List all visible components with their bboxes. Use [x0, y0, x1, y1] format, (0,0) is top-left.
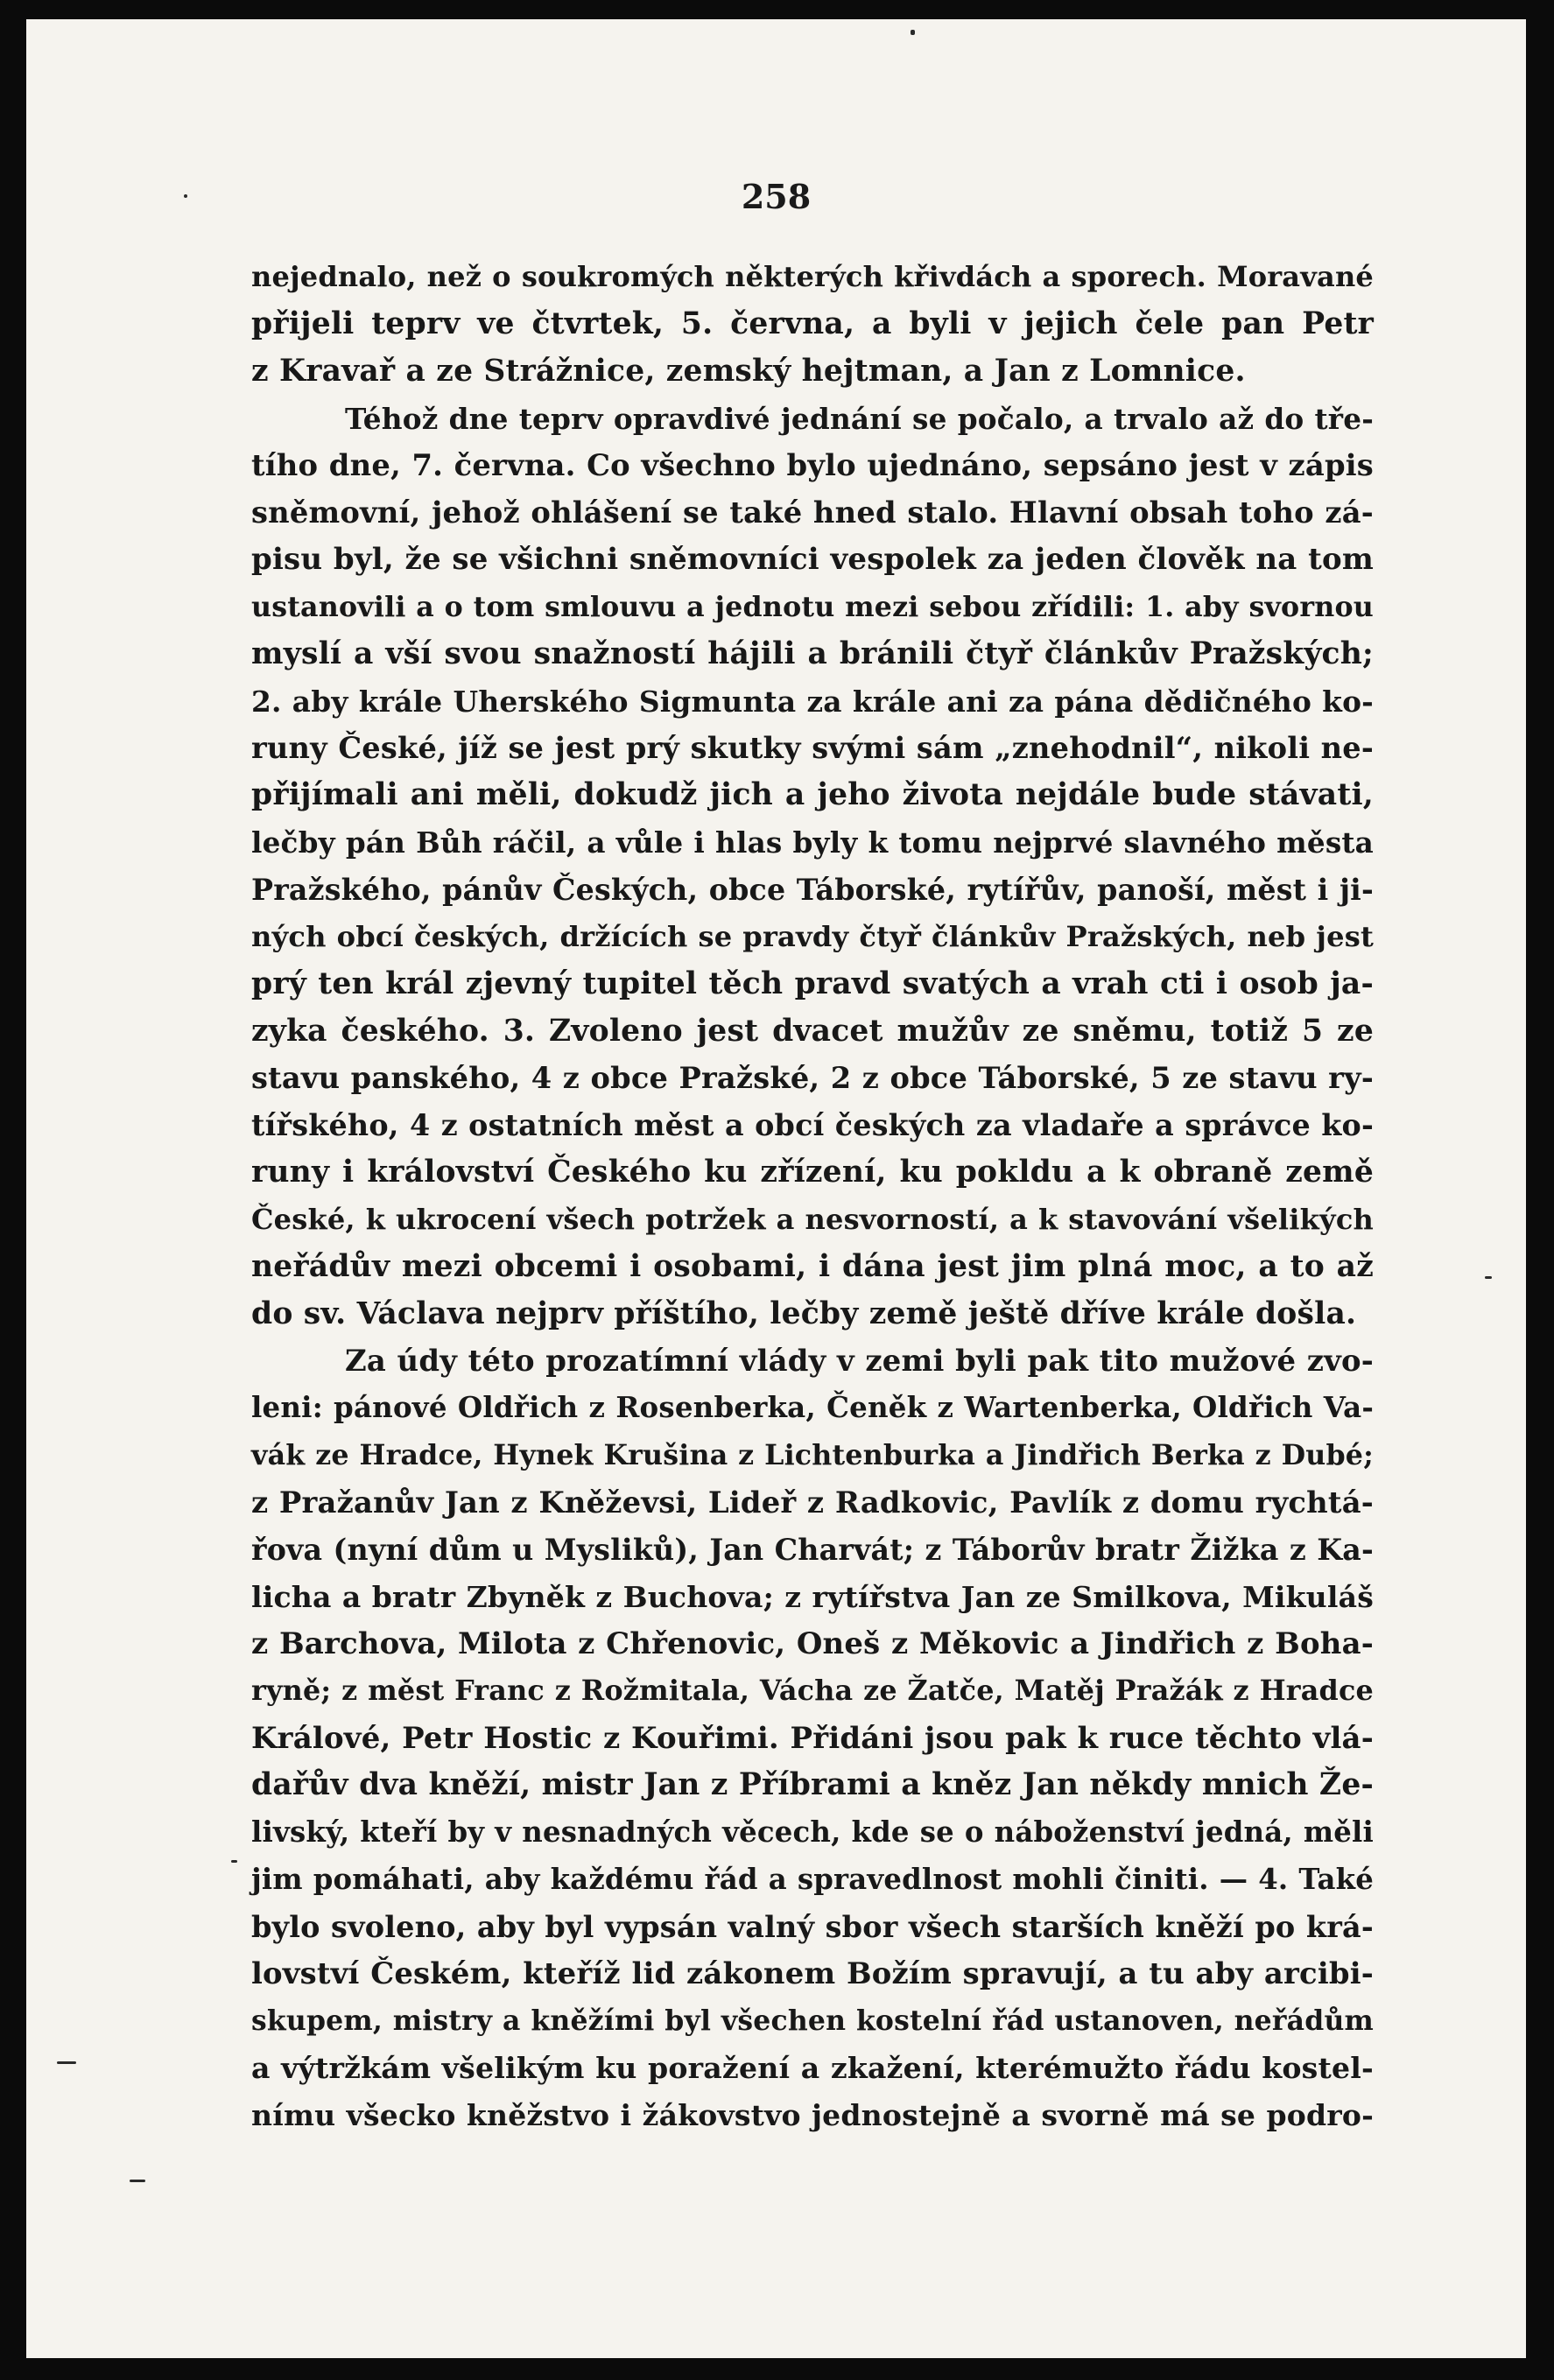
scan-speck: [184, 194, 187, 198]
text-line: runy České, jíž se jest prý skutky svými sám „znehodnil“, nikoli ne-: [251, 730, 1374, 766]
book-page: [26, 19, 1526, 2358]
text-line: prý ten král zjevný tupitel těch pravd svatých a vrah cti i osob ja-: [251, 965, 1374, 1001]
scan-speck: [231, 1860, 237, 1863]
text-line: leni: pánové Oldřich z Rosenberka, Čeněk z Wartenberka, Oldřich Va-: [251, 1391, 1374, 1425]
text-line: přijímali ani měli, dokudž jich a jeho života nejdále bude stávati,: [251, 777, 1374, 813]
text-line: licha a bratr Zbyněk z Buchova; z rytířstva Jan ze Smilkova, Mikuláš: [251, 1579, 1374, 1614]
text-line: dařův dva kněží, mistr Jan z Příbrami a kněz Jan někdy mnich Že-: [251, 1767, 1374, 1802]
text-line: vák ze Hradce, Hynek Krušina z Lichtenburka a Jindřich Berka z Dubé;: [251, 1439, 1374, 1472]
text-line: stavu panského, 4 z obce Pražské, 2 z obce Táborské, 5 ze stavu ry-: [251, 1060, 1374, 1096]
text-line: 2. aby krále Uherského Sigmunta za krále ani za pána dědičného ko-: [251, 684, 1374, 719]
text-line: zyka českého. 3. Zvoleno jest dvacet mužův ze sněmu, totiž 5 ze: [251, 1013, 1374, 1049]
text-line: Za údy této prozatímní vlády v zemi byli pak tito mužové zvo-: [345, 1343, 1374, 1379]
text-line: Pražského, pánův Českých, obce Táborské, rytířův, panoší, měst i ji-: [251, 872, 1374, 907]
scan-speck: [1485, 1276, 1492, 1279]
text-line: ných obcí českých, držících se pravdy čtyř článkův Pražských, neb jest: [251, 919, 1374, 953]
text-line: nímu všecko kněžstvo i žákovstvo jednostejně a svorně má se podro-: [251, 2097, 1374, 2132]
text-line: myslí a vší svou snažností hájili a bránili čtyř článkův Pražských;: [251, 635, 1374, 671]
scan-speck: [57, 2061, 76, 2064]
text-line: ustanovili a o tom smlouvu a jednotu mezi sebou zřídili: 1. aby svornou: [251, 590, 1374, 623]
text-line: Králové, Petr Hostic z Kouřimi. Přidáni jsou pak k ruce těchto vlá-: [251, 1720, 1374, 1756]
text-line: lovství Českém, kteříž lid zákonem Božím spravují, a tu aby arcibi-: [251, 1955, 1374, 1991]
text-line: neřádův mezi obcemi i osobami, i dána jest jim plná moc, a to až: [251, 1248, 1374, 1284]
text-line: bylo svoleno, aby byl vypsán valný sbor všech starších kněží po krá-: [251, 1909, 1374, 1944]
text-line: tířského, 4 z ostatních měst a obcí českých za vladaře a správce ko-: [251, 1108, 1374, 1143]
text-line: pisu byl, že se všichni sněmovníci vespolek za jeden člověk na tom: [251, 542, 1374, 578]
text-line: skupem, mistry a kněžími byl všechen kostelní řád ustanoven, neřádům: [251, 2004, 1374, 2038]
text-line: jim pomáhati, aby každému řád a spravedlnost mohli činiti. — 4. Také: [251, 1862, 1374, 1896]
scan-speck: [130, 2180, 145, 2182]
text-line: Téhož dne teprv opravdivé jednání se počalo, a trvalo až do tře-: [345, 401, 1374, 436]
text-line: přijeli teprv ve čtvrtek, 5. června, a byli v jejich čele pan Petr: [251, 305, 1374, 341]
text-line: České, k ukrocení všech potržek a nesvorností, a k stavování všelikých: [251, 1202, 1374, 1236]
text-line: livský, kteří by v nesnadných věcech, kde se o náboženství jedná, měli: [251, 1815, 1374, 1849]
text-line: nejednalo, než o soukromých některých křivdách a sporech. Moravané: [251, 260, 1374, 293]
text-line: tího dne, 7. června. Co všechno bylo ujednáno, sepsáno jest v zápis: [251, 447, 1374, 483]
body-text: [251, 254, 1374, 2139]
scan-speck: [911, 30, 915, 35]
text-line: řova (nyní dům u Mysliků), Jan Charvát; z Táborův bratr Žižka z Ka-: [251, 1532, 1374, 1567]
text-line: a výtržkám všelikým ku poražení a zkažení, kterémužto řádu kostel-: [251, 2051, 1374, 2086]
page-number: 258: [741, 177, 812, 216]
text-line: z Kravař a ze Strážnice, zemský hejtman, a Jan z Lomnice.: [251, 353, 1246, 389]
text-line: z Barchova, Milota z Chřenovic, Oneš z Měkovic a Jindřich z Boha-: [251, 1625, 1374, 1661]
text-line: lečby pán Bůh ráčil, a vůle i hlas byly k tomu nejprvé slavného města: [251, 825, 1374, 860]
text-line: z Pražanův Jan z Kněževsi, Lideř z Radkovic, Pavlík z domu rychtá-: [251, 1484, 1374, 1520]
text-line: runy i království Českého ku zřízení, ku pokldu a k obraně země: [251, 1155, 1374, 1190]
text-line: do sv. Václava nejprv příštího, lečby země ještě dříve krále došla.: [251, 1295, 1357, 1331]
text-line: sněmovní, jehož ohlášení se také hned stalo. Hlavní obsah toho zá-: [251, 495, 1374, 530]
text-line: ryně; z měst Franc z Rožmitala, Vácha ze Žatče, Matěj Pražák z Hradce: [251, 1674, 1374, 1708]
